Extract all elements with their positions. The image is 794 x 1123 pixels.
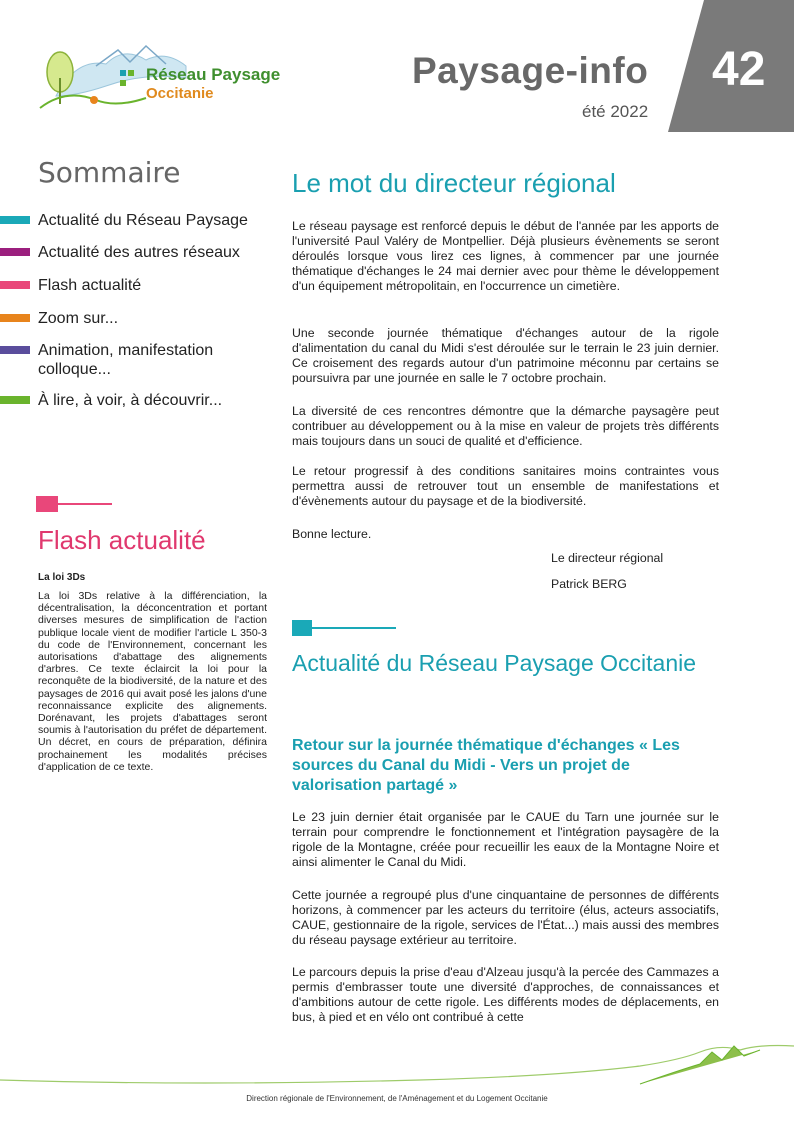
article-paragraph: Le parcours depuis la prise d'eau d'Alzeau jusqu'à la percée des Cammazes a permis d'embrasser toute une diversité d'approches, de connaissances et d'ambitions autour de cette rigole. Les différents modes de déplacements, en bus, à pied et en vélo ont contribué à cette (292, 965, 719, 1024)
article-paragraph: Cette journée a regroupé plus d'une cinquantaine de personnes de différents horizons, à commencer par les acteurs du territoire (élus, acteurs associatifs, CAUE, gestionnaire de la rigole, services de l'État...) mais aussi des membres du réseau paysage extérieur au territoire. (292, 888, 719, 947)
toc-label: Actualité des autres réseaux (38, 244, 240, 261)
toc-color-bar (0, 216, 30, 224)
editorial-paragraph: La diversité de ces rencontres démontre que la démarche paysagère peut contribuer au développement ou à la mise en valeur de projets très différents mais toujours dans un souci de qualité et d'efficience. (292, 404, 719, 448)
toc-label: Actualité du Réseau Paysage (38, 212, 248, 229)
editorial-greeting: Bonne lecture. (292, 527, 372, 541)
flash-section-marker (36, 496, 58, 512)
signature-role: Le directeur régional (551, 551, 664, 565)
toc-color-bar (0, 281, 30, 289)
editorial-paragraph: Une seconde journée thématique d'échanges autour de la rigole d'alimentation du canal du Midi s'est déroulée sur le terrain le 23 juin dernier. Ce croisement des regards autour d'un patrimoine méconnu par certains se poursuivra par une journée en salle le 7 octobre prochain. (292, 326, 719, 385)
toc-color-bar (0, 346, 30, 354)
footer-landscape-line (0, 1040, 794, 1090)
flash-subtitle: La loi 3Ds (38, 572, 86, 583)
newsletter-title: Paysage-info (412, 50, 649, 91)
toc-color-bar (0, 248, 30, 256)
section-line (312, 627, 396, 629)
editorial-title: Le mot du directeur régional (292, 168, 616, 198)
article-title: Retour sur la journée thématique d'échanges « Les sources du Canal du Midi - Vers un projet de valorisation partagé » (292, 737, 680, 794)
sommaire-title: Sommaire (38, 156, 181, 189)
toc-color-bar (0, 314, 30, 322)
toc-label: Animation, manifestation colloque... (38, 342, 214, 378)
flash-section-line (58, 503, 112, 505)
issue-number: 42 (712, 43, 766, 96)
footer-text: Direction régionale de l'Environnement, de l'Aménagement et du Logement Occitanie (246, 1094, 548, 1103)
issue-season: été 2022 (582, 102, 649, 121)
flash-body: La loi 3Ds relative à la différenciation, la décentralisation, la déconcentration et portant diverses mesures de simplification de l'action publique locale vient de modifier l'article L 350-3 du code de l'Environnement, concernant les autorisations d'abattage des alignements d'arbres. Ce texte éclaircit la loi pour la reconquête de la biodiversité, de la nature et des paysages de 2016 qui avait posé les jalons d'une reconnaissance explicite des alignements. Dorénavant, les projets d'abattages seront soumis à l'autorisation du préfet de département. Un décret, en cours de préparation, définira prochainement les modalités précises d'application de ce texte. (38, 590, 267, 773)
logo-line2: Occitanie (146, 85, 214, 102)
editorial-paragraph: Le réseau paysage est renforcé depuis le début de l'année par les apports de l'université Paul Valéry de Montpellier. Déjà plusieurs évènements se seront déroulés lorsque vous lirez ces lignes, à commencer par une journée thématique d'échanges le 24 mai dernier avec pour thème le développement d'un équipement métropolitain, en l'occurrence un cimetière. (292, 219, 719, 293)
toc-color-bar (0, 396, 30, 404)
section-title: Actualité du Réseau Paysage Occitanie (292, 650, 697, 676)
logo-line1: Réseau Paysage (146, 65, 281, 84)
toc-label: Flash actualité (38, 277, 142, 294)
editorial-paragraph: Le retour progressif à des conditions sanitaires moins contraintes vous permettra aussi de retrouver tout un ensemble de manifestations et d'évènements autour du paysage et de la biodiversité. (292, 464, 719, 508)
flash-title: Flash actualité (38, 525, 206, 555)
signature-name: Patrick BERG (551, 577, 627, 591)
toc-label: Zoom sur... (38, 310, 119, 327)
section-marker (292, 620, 312, 636)
article-paragraph: Le 23 juin dernier était organisée par le CAUE du Tarn une journée sur le terrain pour comprendre le fonctionnement et l'intégration paysagère de la rigole de la Montagne, créée pour recueillir les eaux de la Montagne Noire et ainsi alimenter le Canal du Midi. (292, 810, 719, 869)
toc-label: À lire, à voir, à découvrir... (38, 392, 223, 409)
